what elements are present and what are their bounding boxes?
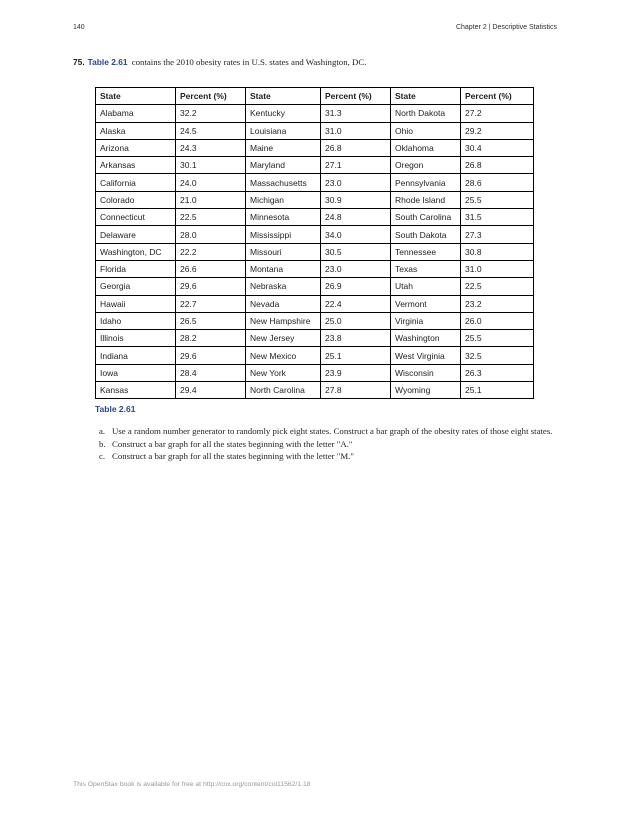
table-cell: 32.2 [176,105,246,122]
table-header-cell: Percent (%) [461,88,534,105]
table-cell: 27.8 [321,382,391,399]
table-header-cell: State [391,88,461,105]
table-cell: Maryland [246,157,321,174]
problem-intro [73,57,563,68]
table-cell: 34.0 [321,226,391,243]
table-cell: North Dakota [391,105,461,122]
table-cell: 21.0 [176,191,246,208]
table-cell: 25.1 [461,382,534,399]
list-item-letter: b. [99,438,106,449]
table-cell: Delaware [96,226,176,243]
table-cell: 26.3 [461,364,534,381]
table-cell: Illinois [96,330,176,347]
table-cell: Massachusetts [246,174,321,191]
table-cell: 26.0 [461,312,534,329]
table-cell: 28.0 [176,226,246,243]
table-caption: Table 2.61 [95,404,136,415]
table-cell: 30.8 [461,243,534,260]
list-item [99,450,563,462]
table-row [96,347,534,364]
table-cell: 27.3 [461,226,534,243]
table-cell: Arizona [96,139,176,156]
list-item-letter: c. [99,451,106,462]
table-cell: 22.5 [461,278,534,295]
table-cell: 22.2 [176,243,246,260]
table-cell: 28.4 [176,364,246,381]
table-row [96,209,534,226]
table-cell: 27.1 [321,157,391,174]
table-cell: Tennessee [391,243,461,260]
table-cell: 28.2 [176,330,246,347]
page-number: 140 [73,24,85,31]
table-cell: Kansas [96,382,176,399]
table-cell: 23.0 [321,174,391,191]
list-item [99,438,563,450]
table-cell: Virginia [391,312,461,329]
table-cell: 27.2 [461,105,534,122]
table-cell: 30.4 [461,139,534,156]
table-row [96,243,534,260]
table-cell: Connecticut [96,209,176,226]
table-cell: New Hampshire [246,312,321,329]
list-item-letter: a. [99,426,106,437]
table-cell: South Carolina [391,209,461,226]
table-cell: Oklahoma [391,139,461,156]
list-item-text: Construct a bar graph for all the states beginning with the letter "A." [112,438,353,449]
table-body [96,105,534,399]
problem-number: 75. [73,57,85,67]
table-cell: 24.3 [176,139,246,156]
table-row [96,105,534,122]
table-cell: 31.3 [321,105,391,122]
table-row [96,157,534,174]
table-cell: North Carolina [246,382,321,399]
table-cell: 25.1 [321,347,391,364]
table-cell: Ohio [391,122,461,139]
table-cell: 26.8 [321,139,391,156]
obesity-rates-table [95,87,534,399]
list-item-text: Construct a bar graph for all the states beginning with the letter "M." [112,451,354,462]
table-cell: 23.2 [461,295,534,312]
table-cell: 29.6 [176,347,246,364]
table-cell: Minnesota [246,209,321,226]
list-item [99,425,563,437]
running-header [73,24,557,31]
list-item-text: Use a random number generator to randomly pick eight states. Construct a bar graph of the obesity rates of those eight states. [112,426,553,437]
table-cell: 31.0 [461,260,534,277]
table-cell: 26.6 [176,260,246,277]
table-cell: 22.4 [321,295,391,312]
table-row [96,122,534,139]
page-footer: This OpenStax book is available for free at http://cnx.org/content/col11562/1.18 [73,781,311,788]
table-ref-link[interactable]: Table 2.61 [87,57,128,67]
table-cell: 28.6 [461,174,534,191]
table-cell: Kentucky [246,105,321,122]
table-row [96,312,534,329]
table-cell: Iowa [96,364,176,381]
table-header-cell: Percent (%) [321,88,391,105]
table-cell: Louisiana [246,122,321,139]
table-cell: Maine [246,139,321,156]
table-cell: Oregon [391,157,461,174]
table-cell: Wisconsin [391,364,461,381]
content-area [73,57,563,463]
table-cell: California [96,174,176,191]
table-cell: 26.9 [321,278,391,295]
problem-intro-text: contains the 2010 obesity rates in U.S. states and Washington, DC. [131,57,367,67]
table-cell: 25.5 [461,330,534,347]
table-cell: 23.8 [321,330,391,347]
table-cell: Florida [96,260,176,277]
table-cell: Montana [246,260,321,277]
table-cell: Idaho [96,312,176,329]
table-cell: 24.8 [321,209,391,226]
table-cell: Michigan [246,191,321,208]
table-cell: 30.9 [321,191,391,208]
table-cell: 29.2 [461,122,534,139]
table-row [96,139,534,156]
table-cell: 26.8 [461,157,534,174]
table-cell: 29.6 [176,278,246,295]
table-row [96,278,534,295]
table-cell: 29.4 [176,382,246,399]
table-cell: 31.0 [321,122,391,139]
table-row [96,226,534,243]
table-cell: New York [246,364,321,381]
chapter-title: Chapter 2 | Descriptive Statistics [455,24,557,31]
table-cell: 24.0 [176,174,246,191]
problem-item-list [99,425,563,462]
table-cell: Texas [391,260,461,277]
table-header-cell: State [96,88,176,105]
table-cell: Indiana [96,347,176,364]
table-cell: Georgia [96,278,176,295]
table-cell: Washington, DC [96,243,176,260]
table-cell: 30.5 [321,243,391,260]
table-cell: Alaska [96,122,176,139]
table-cell: Washington [391,330,461,347]
table-cell: 31.5 [461,209,534,226]
table-row [96,364,534,381]
table-cell: Utah [391,278,461,295]
table-cell: New Jersey [246,330,321,347]
table-cell: Nevada [246,295,321,312]
table-head [96,88,534,105]
table-cell: 25.0 [321,312,391,329]
table-cell: 22.5 [176,209,246,226]
table-cell: 23.9 [321,364,391,381]
table-cell: Pennsylvania [391,174,461,191]
table-row [96,295,534,312]
table-cell: South Dakota [391,226,461,243]
table-row [96,260,534,277]
table-cell: 32.5 [461,347,534,364]
table-cell: Colorado [96,191,176,208]
table-cell: Hawaii [96,295,176,312]
table-cell: Alabama [96,105,176,122]
table-header-cell: Percent (%) [176,88,246,105]
table-row [96,382,534,399]
table-cell: 22.7 [176,295,246,312]
table-cell: New Mexico [246,347,321,364]
table-cell: 30.1 [176,157,246,174]
table-cell: 23.0 [321,260,391,277]
table-cell: Missouri [246,243,321,260]
table-cell: 24.5 [176,122,246,139]
table-header-cell: State [246,88,321,105]
table-row [96,330,534,347]
table-cell: West Virginia [391,347,461,364]
table-row [96,174,534,191]
table-cell: Arkansas [96,157,176,174]
table-header-row [96,88,534,105]
table-cell: 25.5 [461,191,534,208]
table-cell: Mississippi [246,226,321,243]
table-cell: Wyoming [391,382,461,399]
table-cell: 26.5 [176,312,246,329]
table-row [96,191,534,208]
table-cell: Rhode Island [391,191,461,208]
table-cell: Vermont [391,295,461,312]
table-cell: Nebraska [246,278,321,295]
